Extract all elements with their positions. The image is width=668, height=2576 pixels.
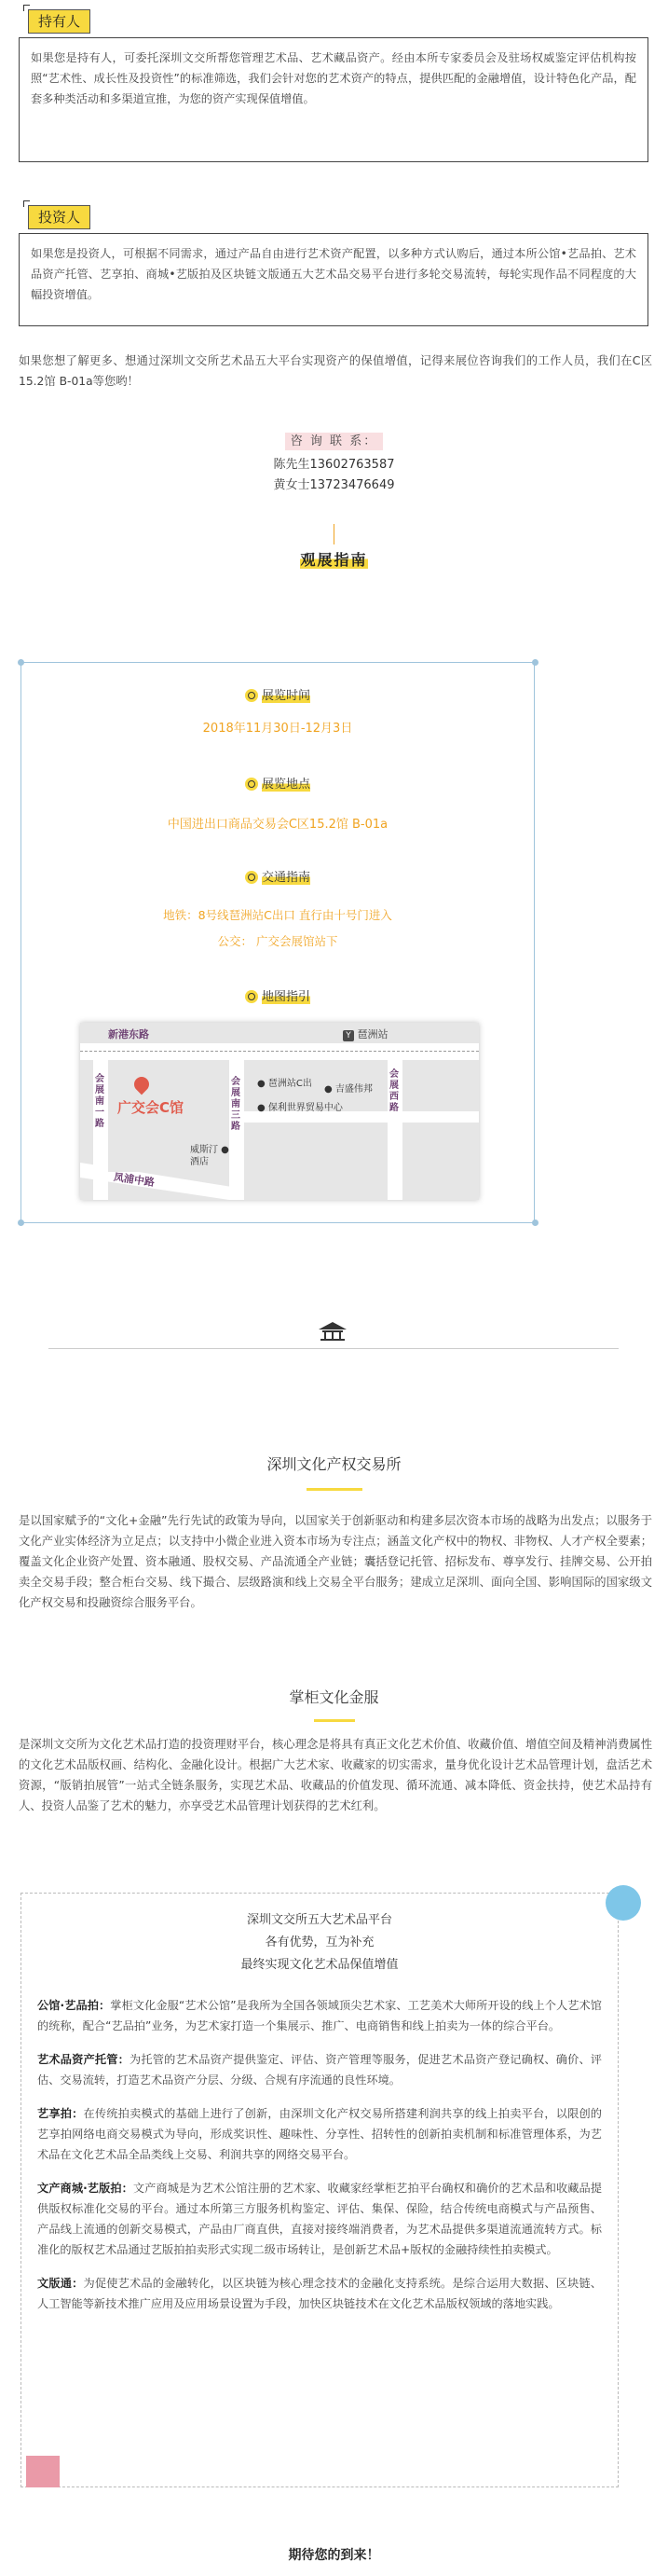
place-label: 展览地点 (261, 778, 310, 792)
location-icon (245, 778, 258, 791)
contact-label: 咨 询 联 系： (285, 433, 383, 450)
platform-item: 艺享拍：在传统拍卖模式的基础上进行了创新，由深圳文化产权交易所搭建利润共享的线上拍卖平台，以限创的艺享拍网络电商交易模式为导向，形成奖识性、趣味性、分享性、招转性的创新拍卖机制和标准管理体系，为艺术品在文化艺术品全品类线上交易、利润共享的网络交易平台。 (37, 2107, 602, 2161)
map-label: 地图指引 (261, 990, 310, 1004)
contact-lines (0, 455, 668, 496)
section-divider (48, 1348, 619, 1349)
investor-text: 如果您是投资人，可根据不同需求，通过产品自由进行艺术资产配置，以多种方式认购后，通过本所公馆•艺品拍、艺术品资产托管、艺享拍、商城•艺版拍及区块链文版通五大艺术品交易平台进行多轮交易流转，每轮实现作品不同程度的大幅投资增值。 (31, 247, 636, 301)
road-left: 会展南一路 (95, 1074, 104, 1129)
guibao-title: 掌柜文化金服 (289, 1688, 379, 1706)
title-underline (307, 1488, 362, 1491)
contact-line-1: 陈先生13602763587 (273, 458, 395, 472)
traffic-line-2: 公交： 广交会展馆站下 (217, 934, 338, 948)
guide-title-wrap (0, 548, 668, 570)
sz-text: 是以国家赋予的“文化+金融”先行先试的政策为导向，以国家关于创新驱动和构建多层次资本市场的战略为出发点；以服务于文化产业实体经济为立足点；以支持中小微企业进入资本市场为专注点；涵盖文化产权中的物权、非物权、人才产权全要素；覆盖文化企业资产处置、资本融通、股权交易、产品流通全产业链；囊括登记托管、招标发布、尊享发行、挂牌交易、公开拍卖全交易手段；整合柜台交易、线下撮合、层级路演和线上交易全平台服务；建成立足深圳、面向全国、影响国际的国家级文化产权交易和投融资综合服务平台。 (19, 1514, 652, 1609)
platform-item: 艺术品资产托管：为托管的艺术品资产提供鉴定、评估、资产管理等服务，促进艺术品资产登记确权、确价、评估、交易流转，打造艺术品资产分层、分级、合规有序流通的良性环境。 (37, 2053, 602, 2087)
holder-tag: 持有人 (28, 9, 90, 34)
sz-title: 深圳文化产权交易所 (266, 1455, 402, 1473)
guibao-text: 是深圳文交所为文化艺术品打造的投资理财平台，核心理念是将具有真正文化艺术价值、收藏价值、增值空间及精神消费属性的文化艺术品版权画、结构化、金融化设计。根据广大艺术家、收藏家的切实需求，量身优化设计艺术品管理计划，盘活艺术资源，“版销拍展管”一站式全链条服务，实现艺术品、收藏品的价值发现、循环流通、减本降低、资金扶持，使艺术品持有人、投资人品鉴了艺术的魅力，亦享受艺术品管理计划获得的艺术红利。 (19, 1738, 652, 1812)
place-value: 中国进出口商品交易会C区15.2馆 B-01a (167, 818, 389, 832)
holder-text: 如果您是持有人，可委托深圳文交所帮您管理艺术品、艺术藏品资产。经由本所专家委员会及驻场权威鉴定评估机构按照“艺术性、成长性及投资性”的标准筛选，我们会针对您的艺术资产的特点，提供匹配的金融增值，设计特色化产品，配套多种类活动和多渠道宣推，为您的资产实现保值增值。 (31, 51, 636, 105)
clock-icon (245, 689, 258, 702)
station-badge: Y (343, 1030, 354, 1041)
traffic-icon (245, 871, 258, 884)
time-value: 2018年11月30日-12月3日 (202, 722, 353, 736)
platform-title-3: 最终实现文化艺术品保值增值 (240, 1958, 399, 1972)
intro-text: 如果您想了解更多、想通过深圳文交所艺术品五大平台实现资产的保值增值，记得来展位咨询我们的工作人员，我们在C区15.2馆 B-01a等您哟！ (19, 354, 652, 388)
exit-c-label: ● 琶洲站C出 (257, 1079, 312, 1089)
platform-title-1: 深圳文交所五大艺术品平台 (246, 1913, 392, 1927)
frame-dot (532, 1219, 538, 1226)
map-icon (245, 990, 258, 1003)
platform-item: 文产商城·艺版拍：文产商城是为艺术公馆注册的艺术家、收藏家经掌柜艺拍平台确权和确价的艺术品和收藏品提供版权标准化交易的平台。通过本所第三方服务机构鉴定、评估、集保、保险，结合传统电商模式与产品预售、产品线上流通的创新交易模式，产品由厂商直供，直接对接终端消费者，为艺术品提供多渠道流通流转方式。标准化的版权艺术品通过艺版拍拍卖形式实现二级市场转让，是创新艺术品+版权的金融持续性拍卖模式。 (37, 2182, 602, 2256)
venue-label: 广交会C馆 (117, 1099, 184, 1116)
footer-text: 期待您的到来！ (288, 2548, 380, 2563)
baoli-label: ● 保利世界贸易中心 (257, 1103, 343, 1113)
subway-line (80, 1051, 479, 1052)
station-name: 琶洲站 (357, 1028, 389, 1040)
platform-titles (20, 1909, 619, 1977)
platform-item: 文版通：为促使艺术品的金融转化，以区块链为核心理念技术的金融化支持系统。是综合运用大数据、区块链、人工智能等新技术推广应用及应用场景设置为手段，加快区块链技术在文化艺术品版权领域的落地实践。 (37, 2277, 602, 2310)
frame-dot (532, 659, 538, 666)
road-bottom: 凤浦中路 (113, 1170, 156, 1189)
jiyun-label: ● 吉盛伟邦 (324, 1084, 373, 1095)
road-top: 新港东路 (108, 1028, 149, 1040)
investor-tag: 投资人 (28, 205, 90, 229)
investor-box (19, 233, 648, 326)
venue-map (80, 1023, 479, 1200)
hotel-label: 威斯汀 ● 酒店 (190, 1145, 229, 1167)
holder-box (19, 37, 648, 162)
platform-title-2: 各有优势，互为补充 (265, 1935, 375, 1949)
deco-square (26, 2456, 60, 2487)
time-label: 展览时间 (261, 689, 310, 703)
platform-list (37, 1995, 602, 2327)
frame-dot (18, 659, 24, 666)
pavilion-icon (317, 1322, 348, 1343)
traffic-line-1: 地铁：8号线琶洲站C出口 直行由十号门进入 (163, 908, 392, 922)
platform-item: 公馆·艺品拍：掌柜文化金服“艺术公馆”是我所为全国各领域顶尖艺术家、工艺美术大师所开设的线上个人艺术馆的统称，配合“艺品拍”业务，为艺术家打造一个集展示、推广、电商销售和线上拍卖为一体的综合平台。 (37, 1999, 602, 2032)
frame-dot (18, 1219, 24, 1226)
contact-line-2: 黄女士13723476649 (273, 478, 395, 492)
title-underline (314, 1719, 355, 1722)
road-right: 会展西路 (389, 1069, 399, 1113)
contact-block (0, 431, 668, 448)
guide-title: 观展指南 (300, 551, 368, 569)
traffic-label: 交通指南 (261, 871, 310, 885)
road-mid: 会展南三路 (231, 1077, 240, 1132)
